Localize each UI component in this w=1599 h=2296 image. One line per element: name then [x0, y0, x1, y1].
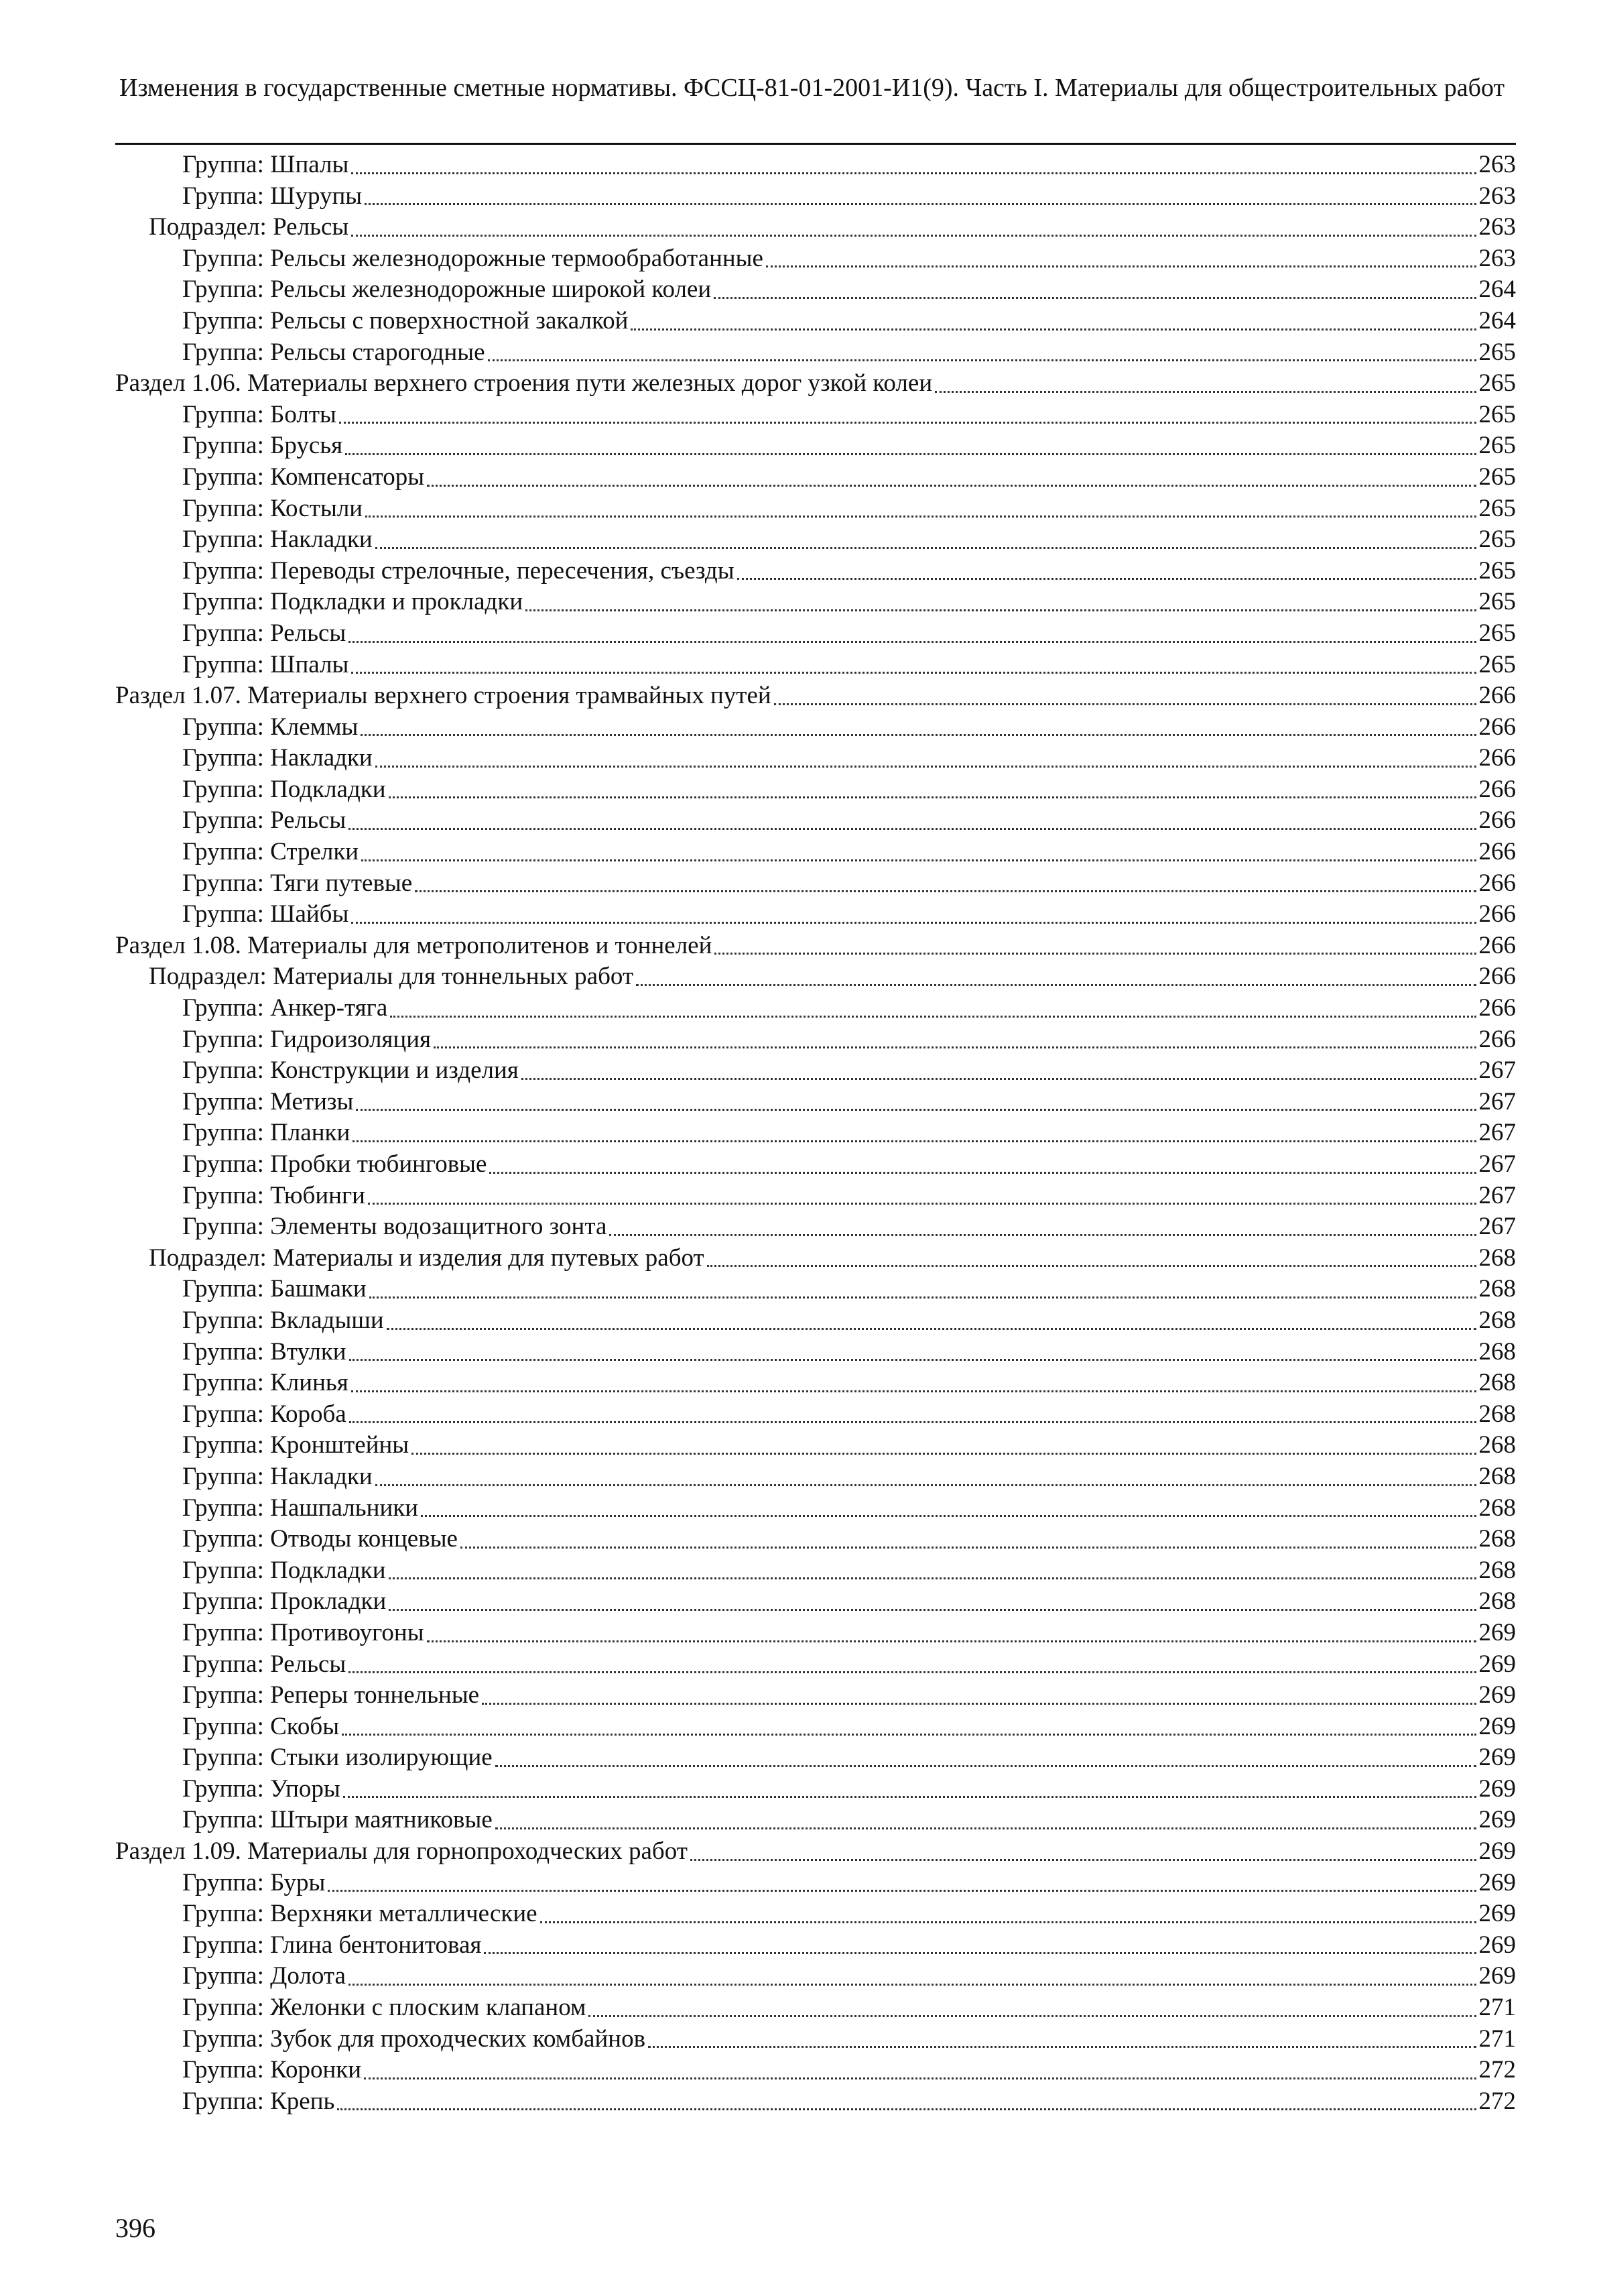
toc-entry-page: 267 — [1478, 1056, 1516, 1085]
toc-entry-label: Группа: Тюбинги — [182, 1181, 365, 1209]
toc-group[interactable] — [115, 1650, 1516, 1681]
toc-entry-page: 268 — [1478, 1462, 1516, 1490]
toc-group[interactable] — [115, 1494, 1516, 1525]
dot-leader — [588, 1993, 1476, 2025]
toc-entry-label: Группа: Рельсы — [182, 619, 346, 647]
toc-entry-label: Группа: Клинья — [182, 1369, 348, 1397]
dot-leader — [351, 150, 1476, 182]
dot-leader — [345, 431, 1476, 463]
toc-entry-label: Группа: Клеммы — [182, 713, 359, 741]
toc-group[interactable] — [115, 1056, 1516, 1087]
toc-group[interactable] — [115, 275, 1516, 306]
dot-leader — [351, 900, 1476, 931]
toc-entry-page: 266 — [1478, 838, 1516, 866]
toc-entry-label: Группа: Костыли — [182, 494, 363, 522]
toc-entry-page: 265 — [1478, 369, 1516, 398]
toc-entry-label: Группа: Втулки — [182, 1337, 346, 1366]
toc-group[interactable] — [115, 400, 1516, 432]
dot-leader — [707, 1244, 1476, 1275]
dot-leader — [484, 1931, 1476, 1962]
toc-group[interactable] — [115, 713, 1516, 744]
dot-leader — [935, 369, 1476, 400]
header-divider — [115, 143, 1516, 145]
toc-group[interactable] — [115, 900, 1516, 931]
toc-group[interactable] — [115, 1431, 1516, 1462]
toc-group[interactable] — [115, 1150, 1516, 1181]
toc-group[interactable] — [115, 1899, 1516, 1931]
toc-entry-page: 269 — [1478, 1962, 1516, 1990]
toc-section[interactable] — [115, 681, 1516, 713]
dot-leader — [349, 1400, 1476, 1431]
toc-entry-label: Группа: Пробки тюбинговые — [182, 1150, 487, 1178]
dot-leader — [364, 2055, 1476, 2087]
toc-entry-label: Группа: Буры — [182, 1868, 326, 1896]
toc-group[interactable] — [115, 2025, 1516, 2056]
toc-entry-page: 266 — [1478, 900, 1516, 928]
dot-leader — [337, 2087, 1476, 2118]
dot-leader — [390, 993, 1476, 1025]
dot-leader — [411, 1431, 1476, 1462]
dot-leader — [351, 650, 1476, 682]
toc-entry-page: 268 — [1478, 1587, 1516, 1616]
dot-leader — [489, 1150, 1476, 1181]
toc-entry-label: Группа: Противоугоны — [182, 1618, 424, 1646]
toc-entry-label: Группа: Вкладыши — [182, 1306, 384, 1334]
toc-group[interactable] — [115, 1368, 1516, 1400]
toc-entry-page: 265 — [1478, 463, 1516, 491]
toc-group[interactable] — [115, 1774, 1516, 1806]
dot-leader — [714, 275, 1476, 306]
dot-leader — [387, 1306, 1476, 1337]
toc-entry-label: Группа: Рельсы железнодорожные широкой колеи — [182, 276, 712, 304]
dot-leader — [421, 1494, 1476, 1525]
toc-entry-page: 268 — [1478, 1369, 1516, 1397]
dot-leader — [495, 1805, 1476, 1837]
toc-entry-label: Раздел 1.09. Материалы для горнопроходческих работ — [115, 1837, 688, 1866]
toc-group[interactable] — [115, 806, 1516, 837]
toc-group[interactable] — [115, 1337, 1516, 1369]
toc-group[interactable] — [115, 1306, 1516, 1337]
toc-group[interactable] — [115, 1400, 1516, 1431]
toc-entry-page: 269 — [1478, 1744, 1516, 1772]
toc-group[interactable] — [115, 775, 1516, 806]
dot-leader — [766, 244, 1476, 276]
dot-leader — [495, 1743, 1476, 1774]
toc-group[interactable] — [115, 1025, 1516, 1056]
toc-entry-label: Подраздел: Материалы и изделия для путевых работ — [149, 1244, 704, 1272]
toc-entry-label: Группа: Подкладки — [182, 1556, 386, 1584]
toc-entry-page: 265 — [1478, 338, 1516, 366]
dot-leader — [368, 1181, 1476, 1213]
dot-leader — [427, 1618, 1476, 1650]
dot-leader — [343, 1774, 1476, 1806]
page-number: 396 — [115, 2213, 155, 2243]
toc-group[interactable] — [115, 2087, 1516, 2118]
toc-entry-label: Группа: Отводы концевые — [182, 1525, 458, 1553]
toc-group[interactable] — [115, 650, 1516, 682]
toc-entry-page: 265 — [1478, 400, 1516, 428]
dot-leader — [648, 2025, 1476, 2056]
toc-group[interactable] — [115, 869, 1516, 900]
toc-entry-label: Группа: Рельсы — [182, 1650, 346, 1678]
toc-entry-page: 266 — [1478, 994, 1516, 1022]
toc-entry-page: 263 — [1478, 182, 1516, 210]
toc-entry-label: Группа: Коронки — [182, 2056, 362, 2084]
toc-entry-page: 265 — [1478, 650, 1516, 678]
toc-subsection[interactable] — [115, 962, 1516, 993]
dot-leader — [690, 1837, 1476, 1868]
toc-entry-label: Группа: Короба — [182, 1400, 346, 1428]
toc-entry-label: Группа: Долота — [182, 1962, 346, 1990]
toc-entry-label: Группа: Рельсы с поверхностной закалкой — [182, 306, 629, 335]
dot-leader — [389, 775, 1476, 806]
toc-entry-page: 265 — [1478, 494, 1516, 522]
dot-leader — [389, 1587, 1476, 1618]
toc-entry-label: Группа: Желонки с плоским клапаном — [182, 1994, 586, 2022]
dot-leader — [737, 556, 1476, 588]
toc-group[interactable] — [115, 494, 1516, 526]
toc-entry-page: 265 — [1478, 432, 1516, 460]
toc-entry-page: 264 — [1478, 306, 1516, 335]
toc-group[interactable] — [115, 1868, 1516, 1900]
toc-group[interactable] — [115, 1681, 1516, 1712]
dot-leader — [389, 1556, 1476, 1587]
toc-entry-label: Группа: Компенсаторы — [182, 463, 425, 491]
toc-entry-page: 269 — [1478, 1868, 1516, 1896]
toc-entry-page: 267 — [1478, 1119, 1516, 1147]
toc-group[interactable] — [115, 182, 1516, 213]
toc-entry-page: 268 — [1478, 1525, 1516, 1553]
dot-leader — [339, 400, 1476, 432]
toc-group[interactable] — [115, 1274, 1516, 1306]
dot-leader — [369, 1274, 1476, 1306]
toc-entry-label: Группа: Переводы стрелочные, пересечения, съезды — [182, 556, 734, 585]
toc-entry-page: 268 — [1478, 1275, 1516, 1303]
toc-entry-label: Группа: Накладки — [182, 1462, 373, 1490]
toc-entry-label: Группа: Упоры — [182, 1774, 340, 1803]
dot-leader — [353, 1118, 1476, 1150]
dot-leader — [636, 962, 1476, 993]
dot-leader — [427, 463, 1476, 494]
toc-group[interactable] — [115, 1087, 1516, 1119]
toc-entry-page: 269 — [1478, 1681, 1516, 1709]
toc-group[interactable] — [115, 244, 1516, 276]
toc-group[interactable] — [115, 556, 1516, 588]
toc-entry-page: 267 — [1478, 1150, 1516, 1178]
dot-leader — [521, 1056, 1476, 1087]
toc-entry-label: Группа: Гидроизоляция — [182, 1025, 432, 1053]
toc-entry-label: Группа: Анкер-тяга — [182, 994, 388, 1022]
toc-entry-page: 266 — [1478, 682, 1516, 710]
toc-entry-label: Группа: Шпалы — [182, 650, 349, 678]
toc-group[interactable] — [115, 619, 1516, 650]
toc-entry-label: Группа: Подкладки — [182, 775, 386, 803]
dot-leader — [415, 869, 1476, 900]
toc-entry-page: 271 — [1478, 1994, 1516, 2022]
dot-leader — [348, 1961, 1476, 1993]
toc-entry-label: Группа: Накладки — [182, 744, 373, 772]
toc-entry-label: Группа: Стыки изолирующие — [182, 1744, 493, 1772]
dot-leader — [609, 1212, 1476, 1244]
toc-entry-label: Группа: Скобы — [182, 1712, 340, 1740]
dot-leader — [540, 1899, 1476, 1931]
toc-entry-page: 267 — [1478, 1213, 1516, 1241]
toc-entry-page: 269 — [1478, 1900, 1516, 1928]
table-of-contents — [115, 150, 1516, 2118]
toc-subsection[interactable] — [115, 213, 1516, 244]
toc-group[interactable] — [115, 1805, 1516, 1837]
toc-entry-page: 263 — [1478, 213, 1516, 241]
toc-group[interactable] — [115, 1556, 1516, 1587]
dot-leader — [342, 1712, 1476, 1744]
toc-entry-label: Группа: Рельсы железнодорожные термообработанные — [182, 244, 763, 272]
toc-entry-page: 268 — [1478, 1556, 1516, 1584]
toc-group[interactable] — [115, 1618, 1516, 1650]
toc-entry-label: Группа: Шайбы — [182, 900, 349, 928]
toc-entry-label: Группа: Тяги путевые — [182, 869, 413, 897]
toc-group[interactable] — [115, 837, 1516, 869]
toc-section[interactable] — [115, 369, 1516, 400]
toc-entry-label: Группа: Крепь — [182, 2087, 335, 2115]
toc-entry-label: Группа: Конструкции и изделия — [182, 1056, 519, 1085]
toc-entry-page: 268 — [1478, 1244, 1516, 1272]
toc-group[interactable] — [115, 587, 1516, 619]
toc-entry-page: 266 — [1478, 931, 1516, 959]
toc-entry-page: 271 — [1478, 2025, 1516, 2053]
toc-entry-page: 268 — [1478, 1400, 1516, 1428]
toc-group[interactable] — [115, 1712, 1516, 1744]
toc-entry-label: Группа: Башмаки — [182, 1275, 367, 1303]
toc-entry-page: 269 — [1478, 1618, 1516, 1646]
toc-entry-page: 266 — [1478, 744, 1516, 772]
toc-entry-label: Группа: Шурупы — [182, 182, 363, 210]
dot-leader — [365, 494, 1476, 526]
dot-leader — [361, 713, 1476, 744]
toc-entry-page: 264 — [1478, 276, 1516, 304]
dot-leader — [348, 1650, 1476, 1681]
toc-group[interactable] — [115, 463, 1516, 494]
toc-group[interactable] — [115, 338, 1516, 369]
toc-entry-page: 269 — [1478, 1712, 1516, 1740]
toc-entry-page: 272 — [1478, 2056, 1516, 2084]
dot-leader — [348, 619, 1476, 650]
toc-subsection[interactable] — [115, 1244, 1516, 1275]
toc-entry-page: 272 — [1478, 2087, 1516, 2115]
toc-entry-page: 269 — [1478, 1650, 1516, 1678]
dot-leader — [349, 1337, 1476, 1369]
toc-entry-label: Группа: Метизы — [182, 1087, 354, 1115]
toc-entry-page: 266 — [1478, 869, 1516, 897]
toc-entry-page: 269 — [1478, 1931, 1516, 1959]
toc-entry-label: Группа: Элементы водозащитного зонта — [182, 1213, 607, 1241]
dot-leader — [328, 1868, 1476, 1900]
toc-entry-label: Раздел 1.06. Материалы верхнего строения пути железных дорог узкой колеи — [115, 369, 933, 398]
dot-leader — [351, 1368, 1476, 1400]
toc-entry-page: 267 — [1478, 1087, 1516, 1115]
dot-leader — [361, 837, 1476, 869]
dot-leader — [460, 1524, 1476, 1556]
toc-group[interactable] — [115, 525, 1516, 556]
toc-group[interactable] — [115, 1961, 1516, 1993]
toc-entry-page: 266 — [1478, 713, 1516, 741]
toc-group[interactable] — [115, 2055, 1516, 2087]
toc-entry-page: 269 — [1478, 1774, 1516, 1803]
toc-group[interactable] — [115, 306, 1516, 338]
toc-entry-page: 266 — [1478, 963, 1516, 991]
toc-entry-label: Группа: Рельсы старогодные — [182, 338, 485, 366]
toc-group[interactable] — [115, 150, 1516, 182]
toc-section[interactable] — [115, 1837, 1516, 1868]
toc-entry-page: 268 — [1478, 1494, 1516, 1522]
toc-entry-label: Группа: Стрелки — [182, 838, 359, 866]
toc-section[interactable] — [115, 931, 1516, 963]
toc-entry-label: Группа: Зубок для проходческих комбайнов — [182, 2025, 646, 2053]
toc-entry-page: 265 — [1478, 619, 1516, 647]
toc-entry-label: Группа: Прокладки — [182, 1587, 387, 1616]
toc-entry-page: 268 — [1478, 1306, 1516, 1334]
dot-leader — [348, 806, 1476, 837]
toc-entry-page: 269 — [1478, 1837, 1516, 1866]
toc-entry-label: Группа: Кронштейны — [182, 1431, 409, 1459]
toc-entry-page: 268 — [1478, 1337, 1516, 1366]
toc-group[interactable] — [115, 1743, 1516, 1774]
toc-entry-label: Группа: Верхняки металлические — [182, 1900, 537, 1928]
dot-leader — [356, 1087, 1476, 1119]
document-title: Изменения в государственные сметные нормативы. ФССЦ-81-01-2001-И1(9). Часть I. Материалы для общестроительных работ — [119, 74, 1505, 102]
toc-group[interactable] — [115, 431, 1516, 463]
dot-leader — [375, 1462, 1476, 1494]
dot-leader — [525, 587, 1476, 619]
toc-entry-page: 266 — [1478, 1025, 1516, 1053]
dot-leader — [488, 338, 1476, 369]
toc-entry-label: Группа: Болты — [182, 400, 336, 428]
toc-entry-label: Подраздел: Рельсы — [149, 213, 349, 241]
toc-entry-label: Группа: Рельсы — [182, 806, 346, 835]
toc-group[interactable] — [115, 1524, 1516, 1556]
toc-entry-page: 265 — [1478, 556, 1516, 585]
toc-group[interactable] — [115, 743, 1516, 775]
toc-group[interactable] — [115, 1993, 1516, 2025]
toc-entry-label: Группа: Шпалы — [182, 151, 349, 178]
dot-leader — [714, 931, 1476, 963]
toc-entry-page: 267 — [1478, 1181, 1516, 1209]
dot-leader — [482, 1681, 1476, 1712]
toc-entry-page: 269 — [1478, 1806, 1516, 1834]
dot-leader — [375, 743, 1476, 775]
toc-entry-label: Группа: Брусья — [182, 432, 343, 460]
toc-entry-label: Группа: Реперы тоннельные — [182, 1681, 480, 1709]
toc-group[interactable] — [115, 1118, 1516, 1150]
dot-leader — [631, 306, 1476, 338]
dot-leader — [365, 182, 1476, 213]
page-header — [119, 72, 1520, 103]
toc-entry-label: Группа: Планки — [182, 1119, 350, 1147]
toc-entry-label: Подраздел: Материалы для тоннельных работ — [149, 963, 634, 991]
toc-group[interactable] — [115, 993, 1516, 1025]
toc-group[interactable] — [115, 1212, 1516, 1244]
dot-leader — [774, 681, 1476, 713]
toc-entry-label: Группа: Штыри маятниковые — [182, 1806, 493, 1834]
toc-group[interactable] — [115, 1181, 1516, 1213]
toc-entry-page: 266 — [1478, 775, 1516, 803]
toc-group[interactable] — [115, 1587, 1516, 1618]
dot-leader — [375, 525, 1476, 556]
toc-group[interactable] — [115, 1462, 1516, 1494]
toc-entry-label: Группа: Нашпальники — [182, 1494, 419, 1522]
toc-entry-label: Группа: Накладки — [182, 526, 373, 554]
toc-group[interactable] — [115, 1931, 1516, 1962]
toc-entry-label: Группа: Глина бентонитовая — [182, 1931, 482, 1959]
toc-entry-label: Раздел 1.07. Материалы верхнего строения трамвайных путей — [115, 682, 771, 710]
toc-entry-page: 263 — [1478, 244, 1516, 272]
dot-leader — [434, 1025, 1476, 1056]
toc-entry-page: 266 — [1478, 806, 1516, 835]
toc-entry-label: Раздел 1.08. Материалы для метрополитенов и тоннелей — [115, 931, 712, 959]
toc-entry-page: 265 — [1478, 526, 1516, 554]
toc-entry-page: 268 — [1478, 1431, 1516, 1459]
toc-entry-label: Группа: Подкладки и прокладки — [182, 588, 523, 616]
toc-entry-page: 265 — [1478, 588, 1516, 616]
toc-entry-page: 263 — [1478, 151, 1516, 178]
dot-leader — [351, 213, 1476, 244]
